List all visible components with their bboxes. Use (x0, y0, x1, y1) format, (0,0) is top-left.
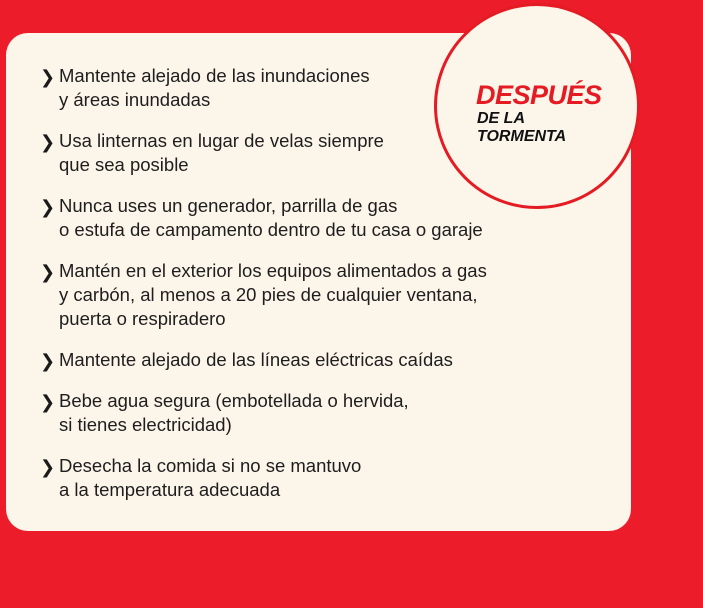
list-item (36, 259, 596, 331)
chevron-right-icon: ❯ (40, 392, 56, 412)
list-item-text: Mantente alejado de las inundaciones y áreas inundadas (59, 65, 370, 110)
tips-list (36, 64, 596, 519)
list-item (36, 389, 596, 437)
list-item-text: Mantente alejado de las líneas eléctricas caídas (59, 349, 453, 370)
badge-title: DESPUÉS (476, 80, 602, 110)
list-item-text: Desecha la comida si no se mantuvo a la temperatura adecuada (59, 455, 362, 500)
list-item (36, 454, 596, 502)
chevron-right-icon: ❯ (40, 67, 56, 87)
list-item (36, 194, 596, 242)
list-item (36, 64, 596, 112)
list-item-text: Nunca uses un generador, parrilla de gas o estufa de campamento dentro de tu casa o garaje (59, 195, 483, 240)
list-item-text: Bebe agua segura (embotellada o hervida, si tienes electricidad) (59, 390, 409, 435)
chevron-right-icon: ❯ (40, 457, 56, 477)
list-item (36, 129, 596, 177)
list-item (36, 348, 596, 372)
chevron-right-icon: ❯ (40, 351, 56, 371)
list-item-text: Mantén en el exterior los equipos alimentados a gas y carbón, al menos a 20 pies de cualquier ventana, puerta o respiradero (59, 260, 487, 329)
chevron-right-icon: ❯ (40, 197, 56, 217)
badge-subtitle: DE LA TORMENTA (477, 110, 567, 145)
list-item-text: Usa linternas en lugar de velas siempre que sea posible (59, 130, 384, 175)
chevron-right-icon: ❯ (40, 262, 56, 282)
chevron-right-icon: ❯ (40, 132, 56, 152)
